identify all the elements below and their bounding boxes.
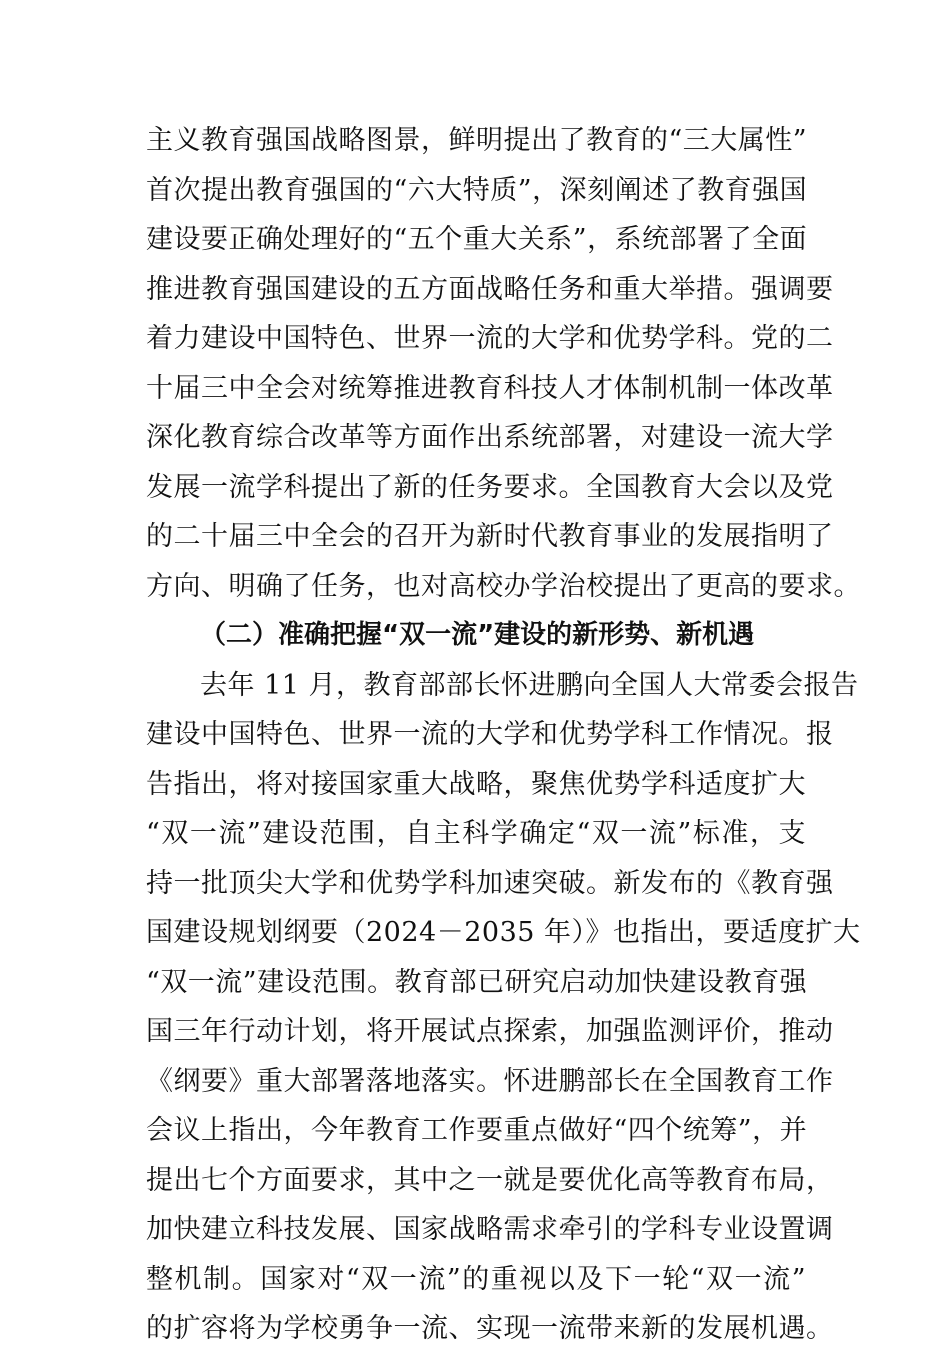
paragraph-line: 国三年行动计划，将开展试点探索，加强监测评价，推动 xyxy=(146,1016,834,1047)
paragraph-line: 整机制。国家对“双一流”的重视以及下一轮“双一流” xyxy=(146,1263,806,1295)
paragraph-line: 告指出，将对接国家重大战略，聚焦优势学科适度扩大 xyxy=(146,768,806,800)
paragraph-line: 方向、明确了任务，也对高校办学治校提出了更高的要求。 xyxy=(146,570,861,602)
document-body xyxy=(146,116,861,1354)
paragraph-1 xyxy=(146,116,861,611)
paragraph-2 xyxy=(146,661,861,1354)
paragraph-line: 推进教育强国建设的五方面战略任务和重大举措。强调要 xyxy=(146,273,834,305)
paragraph-line: 提出七个方面要求，其中之一就是要优化高等教育布局， xyxy=(146,1164,834,1196)
paragraph-line: 《纲要》重大部署落地落实。怀进鹏部长在全国教育工作 xyxy=(146,1065,834,1097)
paragraph-line: 加快建立科技发展、国家战略需求牵引的学科专业设置调 xyxy=(146,1214,834,1245)
paragraph-line: 深化教育综合改革等方面作出系统部署，对建设一流大学 xyxy=(146,422,834,453)
paragraph-line: 持一批顶尖大学和优势学科加速突破。新发布的《教育强 xyxy=(146,867,834,899)
paragraph-line: 着力建设中国特色、世界一流的大学和优势学科。党的二 xyxy=(146,323,834,354)
section-heading: （二）准确把握“双一流”建设的新形势、新机遇 xyxy=(200,620,755,650)
paragraph-line: 主义教育强国战略图景，鲜明提出了教育的“三大属性” xyxy=(146,125,808,156)
paragraph-line: 首次提出教育强国的“六大特质”，深刻阐述了教育强国 xyxy=(146,174,808,206)
paragraph-line: 建设中国特色、世界一流的大学和优势学科工作情况。报 xyxy=(146,719,834,750)
paragraph-line: 建设要正确处理好的“五个重大关系”，系统部署了全面 xyxy=(146,224,808,255)
paragraph-line: 的二十届三中全会的召开为新时代教育事业的发展指明了 xyxy=(146,521,834,552)
paragraph-line: 的扩容将为学校勇争一流、实现一流带来新的发展机遇。 xyxy=(146,1313,834,1344)
paragraph-line: 发展一流学科提出了新的任务要求。全国教育大会以及党 xyxy=(146,471,834,503)
paragraph-line: 国建设规划纲要（2024－2035 年）》也指出，要适度扩大 xyxy=(146,917,861,948)
paragraph-line: 十届三中全会对统筹推进教育科技人才体制机制一体改革 xyxy=(146,372,834,404)
paragraph-line: 去年 11 月，教育部部长怀进鹏向全国人大常委会报告 xyxy=(200,669,859,701)
paragraph-line: “双一流”建设范围。教育部已研究启动加快建设教育强 xyxy=(146,966,808,998)
paragraph-line: 会议上指出，今年教育工作要重点做好“四个统筹”，并 xyxy=(146,1115,808,1146)
paragraph-line: “双一流”建设范围，自主科学确定“双一流”标准，支 xyxy=(146,818,806,849)
